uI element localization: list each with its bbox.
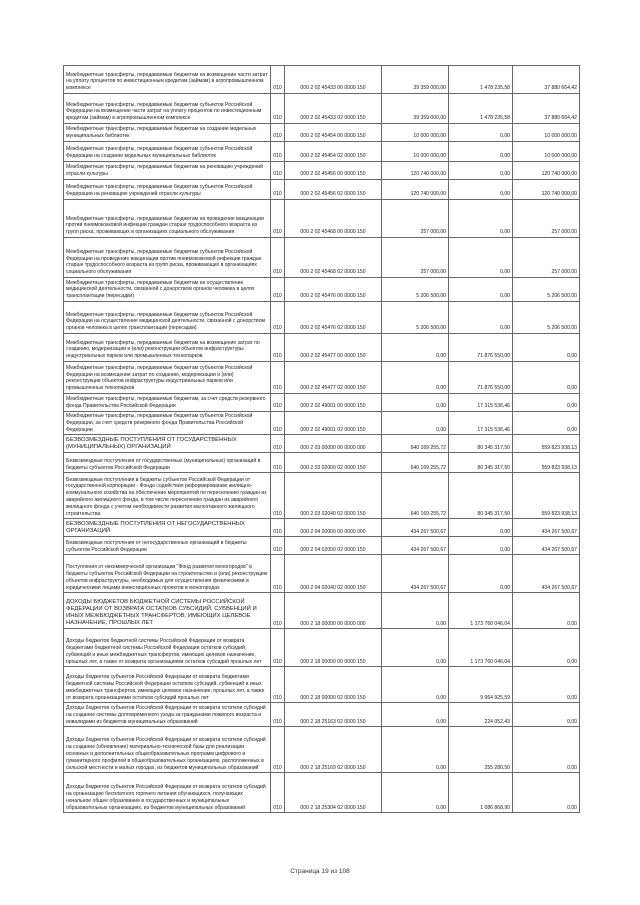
row-description: Межбюджетные трансферты, передаваемые бюджетам на создание модельных муниципальных библиотек xyxy=(64,124,271,142)
row-description: Доходы бюджетов субъектов Российской Федерации от возврата остатков субсидий на создание системы долговременного ухода за гражданами пожилого возраста и инвалидами из бюджетов муниципальных образований xyxy=(64,703,271,727)
row-description: БЕЗВОЗМЕЗДНЫЕ ПОСТУПЛЕНИЯ ОТ ГОСУДАРСТВЕННЫХ (МУНИЦИПАЛЬНЫХ) ОРГАНИЗАЦИЙ xyxy=(64,435,271,453)
budget-classification-code: 000 2 04 02000 02 0000 150 xyxy=(285,537,382,555)
row-code: 010 xyxy=(271,629,285,667)
row-code: 010 xyxy=(271,238,285,278)
approved-amount: 0,00 xyxy=(382,667,449,703)
executed-amount: 1 478 235,58 xyxy=(449,94,513,124)
table-row xyxy=(64,66,580,94)
approved-amount: 120 740 000,00 xyxy=(382,180,449,200)
budget-classification-code: 000 2 02 45476 02 0000 150 xyxy=(285,302,382,334)
unexecuted-amount: 120 740 000,00 xyxy=(513,180,580,200)
executed-amount: 80 345 317,50 xyxy=(449,435,513,453)
row-description: Безвозмездные поступления в бюджеты субъектов Российской Федерации от государственной корпорации - Фонда содействия реформированию жилищно-коммунального хозяйства на обеспечение мероприятий по переселению граждан из аварийного жилищного фонда, в том числе переселению граждан из аварийного жилищного фонда с учетом необходимости развития малоэтажного жилищного строительства xyxy=(64,473,271,519)
budget-classification-code: 000 2 18 00000 00 0000 150 xyxy=(285,629,382,667)
budget-classification-code: 000 2 02 49001 00 0000 150 xyxy=(285,394,382,412)
budget-classification-code: 000 2 02 45468 02 0000 150 xyxy=(285,238,382,278)
row-code: 010 xyxy=(271,302,285,334)
row-description: Безвозмездные поступления от государственных (муниципальных) организаций в бюджеты субъектов Российской Федерации xyxy=(64,453,271,473)
approved-amount: 10 000 000,00 xyxy=(382,142,449,162)
table-row xyxy=(64,727,580,773)
approved-amount: 0,00 xyxy=(382,773,449,813)
row-code: 010 xyxy=(271,124,285,142)
unexecuted-amount: 434 267 500,67 xyxy=(513,537,580,555)
row-description: Доходы бюджетов субъектов Российской Федерации от возврата бюджетами бюджетной системы Российской Федерации остатков субсидий, субвенций и иных межбюджетных трансфертов, имеющих целевое назначение, прошлых лет, а также от возврата организациями остатков субсидий прошлых лет xyxy=(64,667,271,703)
table-row xyxy=(64,629,580,667)
budget-classification-code: 000 2 18 25169 02 0000 150 xyxy=(285,727,382,773)
table-row xyxy=(64,593,580,629)
row-description: Межбюджетные трансферты, передаваемые бюджетам субъектов Российской Федерации на проведение вакцинации против пневмококковой инфекции граждан старше трудоспособного возраста из групп риска, проживающих в организациях социального обслуживания xyxy=(64,238,271,278)
executed-amount: 1 173 760 046,04 xyxy=(449,593,513,629)
row-description: Межбюджетные трансферты, передаваемые бюджетам, за счет средств резервного фонда Правительства Российской Федерации xyxy=(64,394,271,412)
budget-classification-code: 000 2 18 25163 02 0000 150 xyxy=(285,703,382,727)
approved-amount: 0,00 xyxy=(382,334,449,362)
executed-amount: 0,00 xyxy=(449,555,513,593)
unexecuted-amount: 257 000,00 xyxy=(513,238,580,278)
approved-amount: 5 206 500,00 xyxy=(382,302,449,334)
approved-amount: 434 267 500,67 xyxy=(382,537,449,555)
row-description: Межбюджетные трансферты, передаваемые бюджетам субъектов Российской Федерации на реновацию учреждений отрасли культуры xyxy=(64,180,271,200)
approved-amount: 640 169 255,72 xyxy=(382,453,449,473)
unexecuted-amount: 37 880 664,42 xyxy=(513,94,580,124)
budget-classification-code: 000 2 02 45477 02 0000 150 xyxy=(285,362,382,394)
approved-amount: 434 267 500,67 xyxy=(382,519,449,537)
row-code: 010 xyxy=(271,278,285,302)
table-row xyxy=(64,453,580,473)
row-description: Межбюджетные трансферты, передаваемые бюджетам на возмещение затрат по созданию, модернизации и (или) реконструкции объектов инфраструктуры индустриальных парков или промышленных технопарков xyxy=(64,334,271,362)
row-description: Межбюджетные трансферты, передаваемые бюджетам на реновацию учреждений отрасли культуры xyxy=(64,162,271,180)
row-code: 010 xyxy=(271,334,285,362)
unexecuted-amount: 0,00 xyxy=(513,593,580,629)
executed-amount: 0,00 xyxy=(449,200,513,238)
executed-amount: 224 052,43 xyxy=(449,703,513,727)
table-row xyxy=(64,362,580,394)
executed-amount: 80 345 317,50 xyxy=(449,473,513,519)
unexecuted-amount: 5 206 500,00 xyxy=(513,278,580,302)
unexecuted-amount: 0,00 xyxy=(513,334,580,362)
row-code: 010 xyxy=(271,94,285,124)
unexecuted-amount: 0,00 xyxy=(513,667,580,703)
row-description: Межбюджетные трансферты, передаваемые бюджетам субъектов Российской Федерации, за счет средств резервного фонда Правительства Российской Федерации xyxy=(64,412,271,435)
row-code: 010 xyxy=(271,453,285,473)
budget-classification-code: 000 2 02 45454 02 0000 150 xyxy=(285,142,382,162)
unexecuted-amount: 434 267 500,67 xyxy=(513,555,580,593)
approved-amount: 39 359 000,00 xyxy=(382,94,449,124)
budget-table xyxy=(63,65,580,813)
budget-classification-code: 000 2 02 45477 00 0000 150 xyxy=(285,334,382,362)
table-row xyxy=(64,94,580,124)
budget-classification-code: 000 2 02 49001 02 0000 150 xyxy=(285,412,382,435)
row-code: 010 xyxy=(271,519,285,537)
row-code: 010 xyxy=(271,773,285,813)
unexecuted-amount: 37 880 664,42 xyxy=(513,66,580,94)
row-description: Доходы бюджетов субъектов Российской Федерации от возврата остатков субсидий на создание (обновление) материально-технической базы для реализации основных и дополнительных общеобразовательных программ цифрового и гуманитарного профилей в общеобразовательных организациях, расположенных в сельской местности и малых городах, из бюджетов муниципальных образований xyxy=(64,727,271,773)
budget-classification-code: 000 2 02 45476 00 0000 150 xyxy=(285,278,382,302)
unexecuted-amount: 0,00 xyxy=(513,629,580,667)
row-description: Межбюджетные трансферты, передаваемые бюджетам на возмещение части затрат на уплату процентов по инвестиционным кредитам (займам) в агропромышленном комплексе xyxy=(64,66,271,94)
row-code: 010 xyxy=(271,66,285,94)
executed-amount: 0,00 xyxy=(449,180,513,200)
row-code: 010 xyxy=(271,667,285,703)
row-code: 010 xyxy=(271,200,285,238)
unexecuted-amount: 0,00 xyxy=(513,362,580,394)
budget-classification-code: 000 2 03 02040 02 0000 150 xyxy=(285,473,382,519)
unexecuted-amount: 10 000 000,00 xyxy=(513,142,580,162)
approved-amount: 0,00 xyxy=(382,412,449,435)
unexecuted-amount: 0,00 xyxy=(513,773,580,813)
budget-classification-code: 000 2 02 45456 02 0000 150 xyxy=(285,180,382,200)
table-row xyxy=(64,162,580,180)
table-row xyxy=(64,180,580,200)
table-row xyxy=(64,334,580,362)
executed-amount: 0,00 xyxy=(449,519,513,537)
budget-classification-code: 000 2 03 02000 02 0000 150 xyxy=(285,453,382,473)
executed-amount: 71 876 550,00 xyxy=(449,334,513,362)
table-row xyxy=(64,412,580,435)
table-row xyxy=(64,473,580,519)
row-code: 010 xyxy=(271,555,285,593)
budget-classification-code: 000 2 04 02040 02 0000 150 xyxy=(285,555,382,593)
unexecuted-amount: 559 823 938,13 xyxy=(513,473,580,519)
executed-amount: 0,00 xyxy=(449,278,513,302)
executed-amount: 1 478 235,58 xyxy=(449,66,513,94)
executed-amount: 0,00 xyxy=(449,162,513,180)
executed-amount: 9 964 925,59 xyxy=(449,667,513,703)
approved-amount: 640 169 255,72 xyxy=(382,435,449,453)
row-code: 010 xyxy=(271,162,285,180)
unexecuted-amount: 0,00 xyxy=(513,412,580,435)
unexecuted-amount: 10 000 000,00 xyxy=(513,124,580,142)
approved-amount: 0,00 xyxy=(382,727,449,773)
row-code: 010 xyxy=(271,142,285,162)
budget-classification-code: 000 2 02 45433 00 0000 150 xyxy=(285,66,382,94)
approved-amount: 640 169 255,72 xyxy=(382,473,449,519)
table-row xyxy=(64,703,580,727)
table-row xyxy=(64,555,580,593)
budget-classification-code: 000 2 02 45456 00 0000 150 xyxy=(285,162,382,180)
budget-classification-code: 000 2 02 45454 00 0000 150 xyxy=(285,124,382,142)
row-description: Межбюджетные трансферты, передаваемые бюджетам субъектов Российской Федерации на возмещение части затрат на уплату процентов по инвестиционным кредитам (займам) в агропромышленном комплексе xyxy=(64,94,271,124)
table-row xyxy=(64,124,580,142)
approved-amount: 120 740 000,00 xyxy=(382,162,449,180)
row-code: 010 xyxy=(271,435,285,453)
table-row xyxy=(64,537,580,555)
budget-classification-code: 000 2 03 00000 00 0000 000 xyxy=(285,435,382,453)
table-row xyxy=(64,238,580,278)
executed-amount: 0,00 xyxy=(449,302,513,334)
unexecuted-amount: 257 000,00 xyxy=(513,200,580,238)
executed-amount: 17 315 536,46 xyxy=(449,394,513,412)
row-code: 010 xyxy=(271,593,285,629)
executed-amount: 0,00 xyxy=(449,124,513,142)
row-description: Безвозмездные поступления от негосударственных организаций в бюджеты субъектов Российской Федерации xyxy=(64,537,271,555)
budget-classification-code: 000 2 18 25304 02 0000 150 xyxy=(285,773,382,813)
budget-classification-code: 000 2 18 00000 02 0000 150 xyxy=(285,667,382,703)
row-description: Межбюджетные трансферты, передаваемые бюджетам на проведение вакцинации против пневмококковой инфекции граждан старше трудоспособного возраста из групп риска, проживающих в организациях социального обслуживания xyxy=(64,200,271,238)
row-description: Межбюджетные трансферты, передаваемые бюджетам субъектов Российской Федерации на возмещение затрат по созданию, модернизации и (или) реконструкции объектов инфраструктуры индустриальных парков или промышленных технопарков xyxy=(64,362,271,394)
row-code: 010 xyxy=(271,703,285,727)
unexecuted-amount: 5 206 500,00 xyxy=(513,302,580,334)
budget-classification-code: 000 2 04 00000 00 0000 000 xyxy=(285,519,382,537)
row-description: Доходы бюджетов бюджетной системы Российской Федерации от возврата бюджетами бюджетной системы Российской Федерации остатков субсидий, субвенций и иных межбюджетных трансфертов, имеющих целевое назначение, прошлых лет, а также от возврата организациями остатков субсидий прошлых лет xyxy=(64,629,271,667)
table-row xyxy=(64,200,580,238)
executed-amount: 0,00 xyxy=(449,238,513,278)
unexecuted-amount: 0,00 xyxy=(513,703,580,727)
executed-amount: 17 315 536,46 xyxy=(449,412,513,435)
executed-amount: 80 345 317,50 xyxy=(449,453,513,473)
budget-classification-code: 000 2 18 00000 00 0000 000 xyxy=(285,593,382,629)
approved-amount: 5 206 500,00 xyxy=(382,278,449,302)
table-row xyxy=(64,519,580,537)
approved-amount: 10 000 000,00 xyxy=(382,124,449,142)
row-code: 010 xyxy=(271,412,285,435)
approved-amount: 257 000,00 xyxy=(382,200,449,238)
executed-amount: 0,00 xyxy=(449,537,513,555)
row-code: 010 xyxy=(271,362,285,394)
row-code: 010 xyxy=(271,537,285,555)
unexecuted-amount: 0,00 xyxy=(513,394,580,412)
unexecuted-amount: 0,00 xyxy=(513,727,580,773)
row-description: Межбюджетные трансферты, передаваемые бюджетам субъектов Российской Федерации на создание модельных муниципальных библиотек xyxy=(64,142,271,162)
approved-amount: 0,00 xyxy=(382,394,449,412)
unexecuted-amount: 559 823 938,13 xyxy=(513,453,580,473)
table-row xyxy=(64,142,580,162)
executed-amount: 255 280,50 xyxy=(449,727,513,773)
approved-amount: 434 267 500,67 xyxy=(382,555,449,593)
approved-amount: 39 359 000,00 xyxy=(382,66,449,94)
row-code: 010 xyxy=(271,394,285,412)
executed-amount: 1 173 760 046,04 xyxy=(449,629,513,667)
approved-amount: 257 000,00 xyxy=(382,238,449,278)
row-description: Поступления от некоммерческой организации "Фонд развития моногородов" в бюджеты субъектов Российской Федерации на строительство и (или) реконструкцию объектов инфраструктуры, необходимых для осуществления физическими и юридическими лицами инвестиционных проектов в моногородах xyxy=(64,555,271,593)
table-row xyxy=(64,435,580,453)
approved-amount: 0,00 xyxy=(382,629,449,667)
row-code: 010 xyxy=(271,473,285,519)
row-description: Межбюджетные трансферты, передаваемые бюджетам субъектов Российской Федерации на осуществление медицинской деятельности, связанной с донорством органов человека в целях трансплантации (пересадки) xyxy=(64,302,271,334)
unexecuted-amount: 559 823 938,13 xyxy=(513,435,580,453)
row-code: 010 xyxy=(271,180,285,200)
row-description: БЕЗВОЗМЕЗДНЫЕ ПОСТУПЛЕНИЯ ОТ НЕГОСУДАРСТВЕННЫХ ОРГАНИЗАЦИЙ xyxy=(64,519,271,537)
approved-amount: 0,00 xyxy=(382,703,449,727)
row-description: Доходы бюджетов субъектов Российской Федерации от возврата остатков субсидий на организацию бесплатного горячего питания обучающихся, получающих начальное общее образование в государственных и муниципальных образовательных организациях, из бюджетов муниципальных образований xyxy=(64,773,271,813)
executed-amount: 0,00 xyxy=(449,142,513,162)
table-row xyxy=(64,773,580,813)
row-code: 010 xyxy=(271,727,285,773)
row-description: Межбюджетные трансферты, передаваемые бюджетам на осуществление медицинской деятельности, связанной с донорством органов человека в целях трансплантации (пересадки) xyxy=(64,278,271,302)
unexecuted-amount: 434 267 500,67 xyxy=(513,519,580,537)
budget-classification-code: 000 2 02 45433 02 0000 150 xyxy=(285,94,382,124)
table-row xyxy=(64,302,580,334)
executed-amount: 1 086 868,90 xyxy=(449,773,513,813)
executed-amount: 71 876 550,00 xyxy=(449,362,513,394)
table-row xyxy=(64,278,580,302)
table-row xyxy=(64,394,580,412)
unexecuted-amount: 120 740 000,00 xyxy=(513,162,580,180)
approved-amount: 0,00 xyxy=(382,593,449,629)
page-footer: Страница 19 из 108 xyxy=(290,868,350,875)
row-description: ДОХОДЫ БЮДЖЕТОВ БЮДЖЕТНОЙ СИСТЕМЫ РОССИЙСКОЙ ФЕДЕРАЦИИ ОТ ВОЗВРАТА ОСТАТКОВ СУБСИДИЙ, СУБВЕНЦИЙ И ИНЫХ МЕЖБЮДЖЕТНЫХ ТРАНСФЕРТОВ, ИМЕЮЩИХ ЦЕЛЕВОЕ НАЗНАЧЕНИЕ, ПРОШЛЫХ ЛЕТ xyxy=(64,593,271,629)
approved-amount: 0,00 xyxy=(382,362,449,394)
table-row xyxy=(64,667,580,703)
budget-classification-code: 000 2 02 45468 00 0000 150 xyxy=(285,200,382,238)
